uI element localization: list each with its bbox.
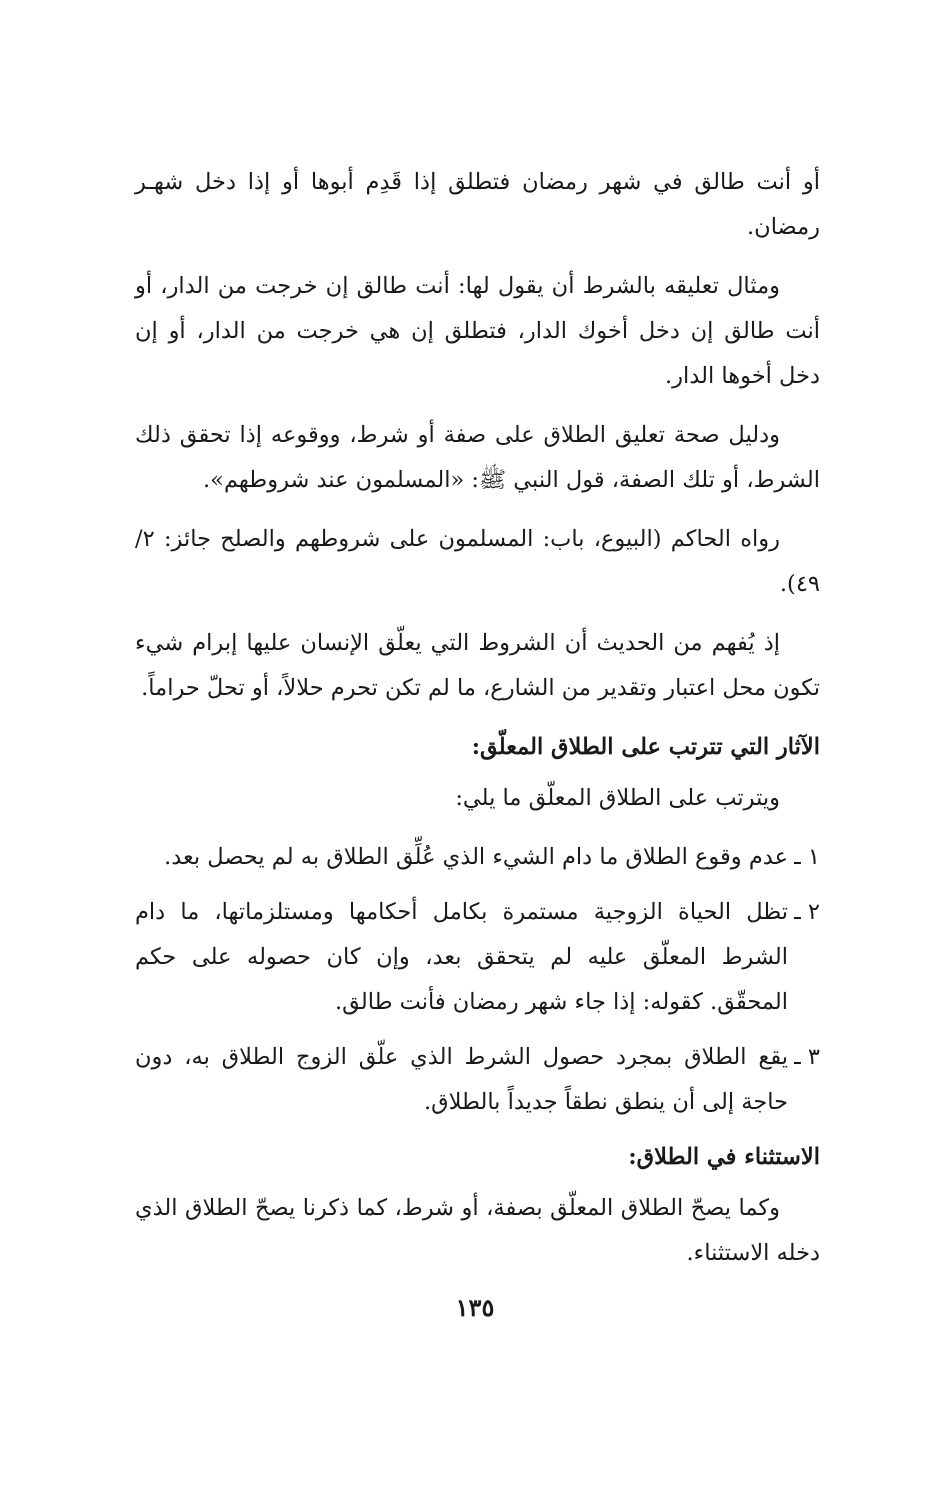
list-item xyxy=(135,890,820,1025)
paragraph-continuation: أو أنت طالق في شهر رمضان فتطلق إذا قَدِم أبوها أو إذا دخل شهـر رمضان. xyxy=(135,169,820,240)
list-item xyxy=(135,1035,820,1125)
paragraph-effects-intro: ويترتب على الطلاق المعلّق ما يلي: xyxy=(455,785,780,811)
list-item-number: ٣ ـ xyxy=(794,1044,820,1070)
list-item-text: عدم وقوع الطلاق ما دام الشيء الذي عُلِّق الطلاق به لم يحصل بعد. xyxy=(164,844,788,870)
list-item-number: ٢ ـ xyxy=(794,899,820,925)
paragraph-hadith-explanation: إذ يُفهم من الحديث أن الشروط التي يعلّق الإنسان عليها إبرام شيء تكون محل اعتبار وتقدير من الشارع، ما لم تكن تحرم حلالاً، أو تحلّ حراماً. xyxy=(135,630,820,701)
page-body xyxy=(135,160,820,1290)
paragraph-evidence: ودليل صحة تعليق الطلاق على صفة أو شرط، ووقوعه إذا تحقق ذلك الشرط، أو تلك الصفة، قول النبي ﷺ: «المسلمون عند شروطهم». xyxy=(135,422,820,493)
paragraph-exception: وكما يصحّ الطلاق المعلّق بصفة، أو شرط، كما ذكرنا يصحّ الطلاق الذي دخله الاستثناء. xyxy=(135,1195,820,1266)
paragraph-condition-example: ومثال تعليقه بالشرط أن يقول لها: أنت طالق إن خرجت من الدار، أو أنت طالق إن دخل أخوك الدار، فتطلق إن هي خرجت من الدار، أو إن دخل أخوها الدار. xyxy=(135,273,820,389)
section-heading-exception: الاستثناء في الطلاق: xyxy=(628,1144,820,1170)
page-number: ١٣٥ xyxy=(455,1293,495,1322)
list-item-text: يقع الطلاق بمجرد حصول الشرط الذي علّق الزوج الطلاق به، دون حاجة إلى أن ينطق نطقاً جديداً بالطلاق. xyxy=(135,1044,788,1115)
section-heading-effects: الآثار التي تترتب على الطلاق المعلّق: xyxy=(471,734,820,760)
list-item-number: ١ ـ xyxy=(794,844,820,870)
list-item xyxy=(135,835,820,880)
paragraph-hadith-source: رواه الحاكم (البيوع، باب: المسلمون على شروطهم والصلح جائز: ٢/ ٤٩). xyxy=(135,526,820,597)
list-item-text: تظل الحياة الزوجية مستمرة بكامل أحكامها ومستلزماتها، ما دام الشرط المعلّق عليه لم يتحقق بعد، وإن كان حصوله على حكم المحقّق. كقوله: إذا جاء شهر رمضان فأنت طالق. xyxy=(135,899,788,1015)
